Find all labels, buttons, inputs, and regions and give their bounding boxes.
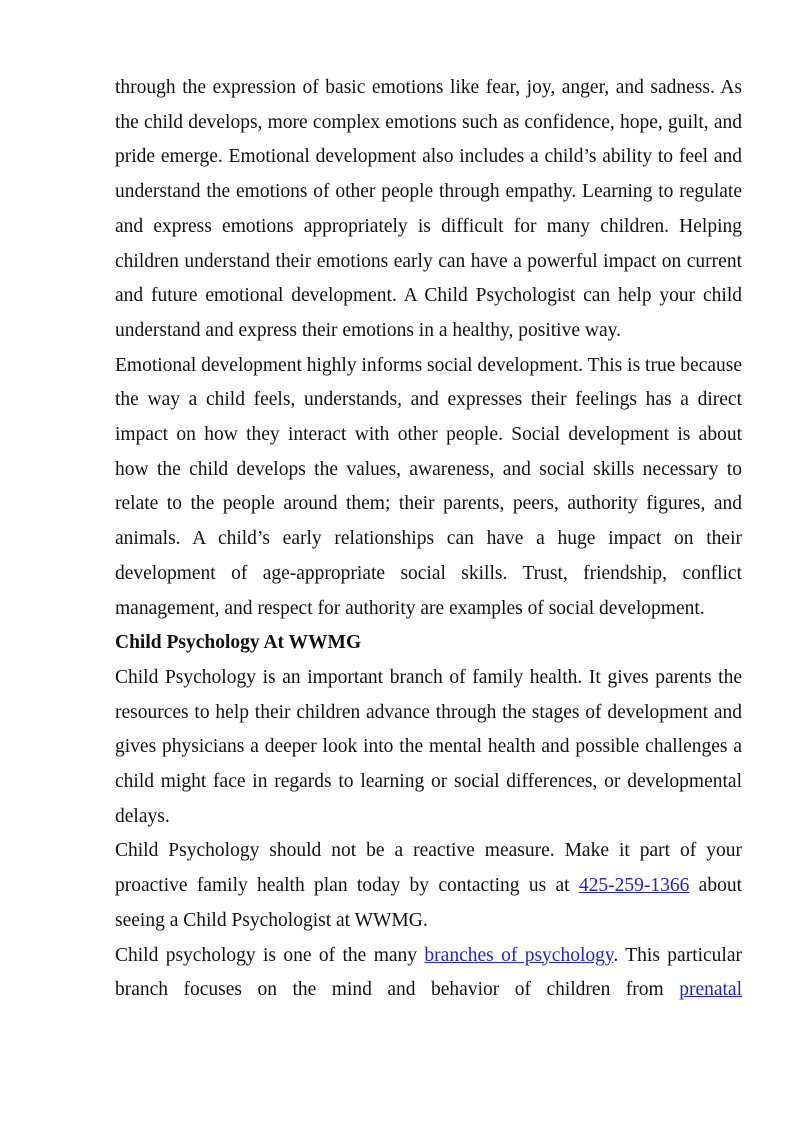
paragraph-contact: [115, 834, 742, 938]
section-heading: Child Psychology At WWMG: [115, 632, 362, 654]
document-page: [115, 71, 742, 1008]
branches-of-psychology-link[interactable]: branches of psychology: [424, 944, 614, 966]
paragraph-child-psychology-importance: Child Psychology is an important branch of family health. It gives parents the resources to help their children advance through the stages of development and gives physicians a deeper look into the mental health and possible challenges a child might face in regards to learning or social differences, or developmental delays.: [115, 666, 742, 827]
phone-link[interactable]: 425-259-1366: [578, 875, 690, 897]
contact-text-after: about seeing a Child Psychologist at WWMG.: [115, 875, 742, 931]
paragraph-emotional-development: through the expression of basic emotions like fear, joy, anger, and sadness. As the child develops, more complex emotions such as confidence, hope, guilt, and pride emerge. Emotional development also includes a child’s ability to feel and understand the emotions of other people through empathy. Learning to regulate and express emotions appropriately is difficult for many children. Helping children understand their emotions early can have a powerful impact on current and future emotional development. A Child Psychologist can help your child understand and express their emotions in a healthy, positive way.: [115, 77, 742, 341]
paragraph-branches: [115, 939, 742, 1008]
paragraph-social-development: Emotional development highly informs social development. This is true because the way a child feels, understands, and expresses their feelings has a direct impact on how they interact with other people. Social development is about how the child develops the values, awareness, and social skills necessary to relate to the people around them; their parents, peers, authority figures, and animals. A child’s early relationships can have a huge impact on their development of age-appropriate social skills. Trust, friendship, conflict management, and respect for authority are examples of social development.: [115, 354, 742, 619]
branches-text-middle: . This particular branch focuses on the mind and behavior of children from: [115, 944, 742, 1001]
contact-text-before: Child Psychology should not be a reactive measure. Make it part of your proactive family health plan today by contacting us at: [115, 840, 742, 897]
branches-text-before: Child psychology is one of the many: [115, 944, 425, 966]
prenatal-link[interactable]: prenatal: [679, 979, 742, 1001]
